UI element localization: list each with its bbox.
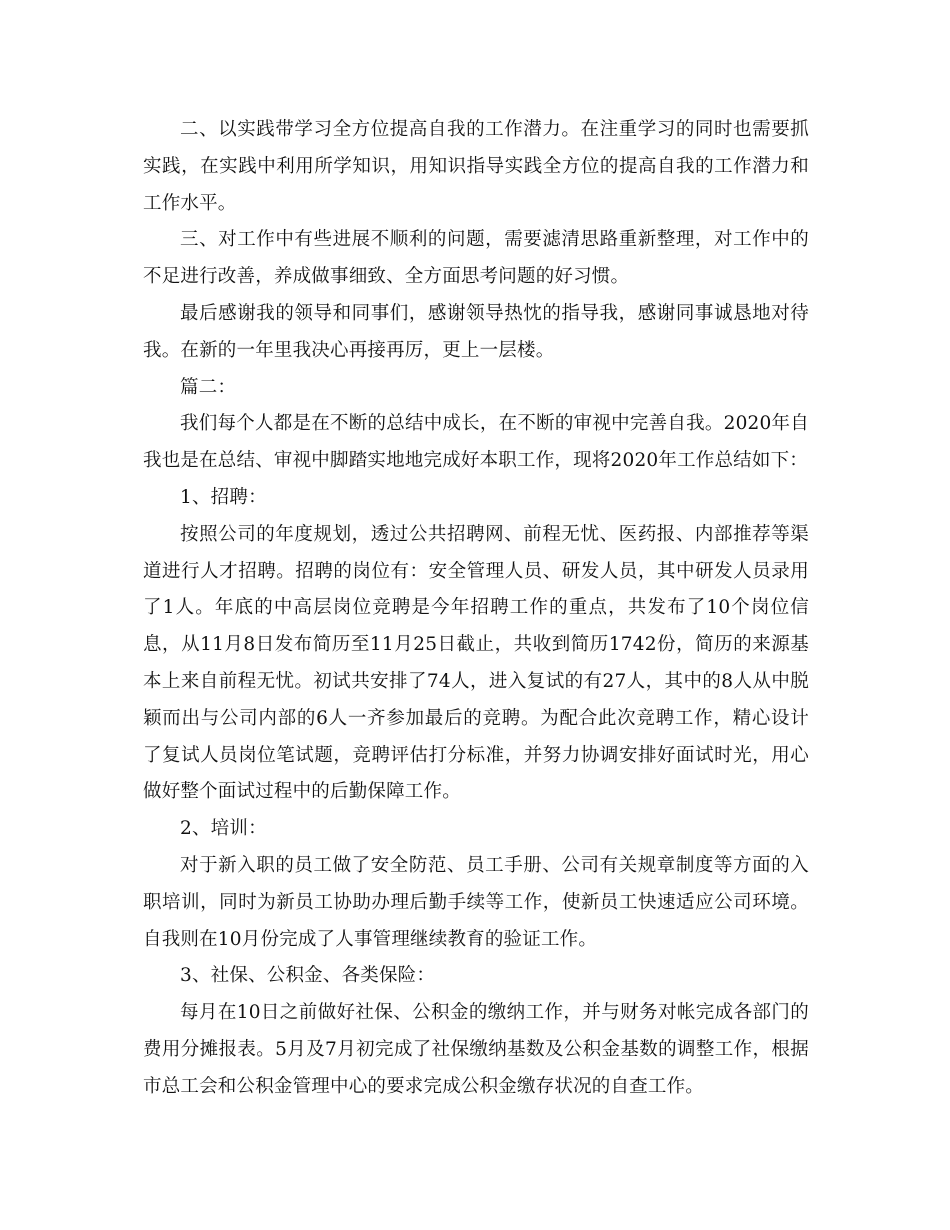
document-body: [143, 112, 809, 1106]
heading-part-two: 篇二：: [180, 376, 237, 398]
heading-training: 2、培训：: [180, 818, 267, 840]
heading-social-insurance: 3、社保、公积金、各类保险：: [180, 965, 436, 987]
paragraph-section-two: 二、以实践带学习全方位提高自我的工作潜力。在注重学习的同时也需要抓实践，在实践中利用所学知识，用知识指导实践全方位的提高自我的工作潜力和工作水平。: [143, 119, 809, 214]
paragraph-recruitment: 按照公司的年度规划，透过公共招聘网、前程无忧、医药报、内部推荐等渠道进行人才招聘。招聘的岗位有：安全管理人员、研发人员，其中研发人员录用了1人。年底的中高层岗位竞聘是今年招聘工作的重点，共发布了10个岗位信息，从11月8日发布简历至11月25日截止，共收到简历1742份，简历的来源基本上来自前程无忧。初试共安排了74人，进入复试的有27人，其中的8人从中脱颖而出与公司内部的6人一齐参加最后的竞聘。为配合此次竞聘工作，精心设计了复试人员岗位笔试题，竞聘评估打分标准，并努力协调安排好面试时光，用心做好整个面试过程中的后勤保障工作。: [143, 523, 809, 803]
paragraph-intro: 我们每个人都是在不断的总结中成长，在不断的审视中完善自我。2020年自我也是在总结、审视中脚踏实地地完成好本职工作，现将2020年工作总结如下：: [143, 413, 809, 472]
heading-recruitment: 1、招聘：: [180, 486, 267, 508]
paragraph-training: 对于新入职的员工做了安全防范、员工手册、公司有关规章制度等方面的入职培训，同时为新员工协助办理后勤手续等工作，使新员工快速适应公司环境。自我则在10月份完成了人事管理继续教育的验证工作。: [143, 854, 809, 950]
paragraph-social-insurance: 每月在10日之前做好社保、公积金的缴纳工作，并与财务对帐完成各部门的费用分摊报表。5月及7月初完成了社保缴纳基数及公积金基数的调整工作，根据市总工会和公积金管理中心的要求完成公积金缴存状况的自查工作。: [143, 1002, 809, 1097]
paragraph-section-three: 三、对工作中有些进展不顺利的问题，需要滤清思路重新整理，对工作中的不足进行改善，养成做事细致、全方面思考问题的好习惯。: [143, 229, 809, 288]
paragraph-thanks: 最后感谢我的领导和同事们，感谢领导热忱的指导我，感谢同事诚恳地对待我。在新的一年里我决心再接再厉，更上一层楼。: [143, 302, 809, 361]
